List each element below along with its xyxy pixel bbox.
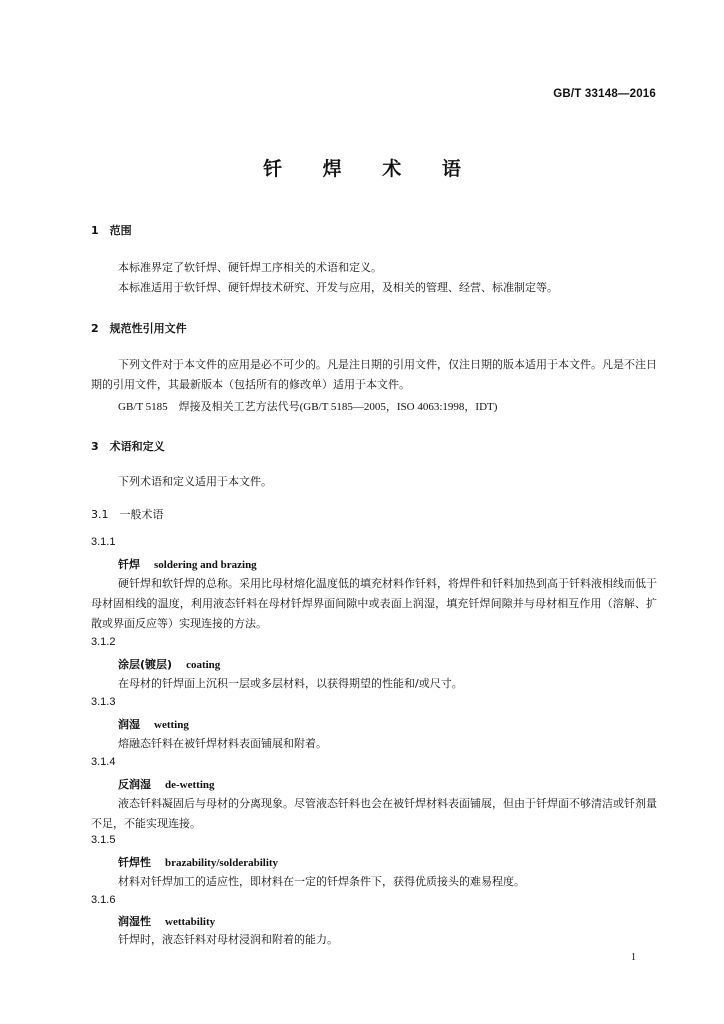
- term-en: de-wetting: [165, 779, 215, 791]
- standard-code: GB/T 33148—2016: [553, 88, 656, 100]
- term-zh: 润湿: [118, 718, 140, 731]
- terms-intro: 下列术语和定义适用于本文件。: [118, 475, 272, 488]
- term-definition: 硬钎焊和软钎焊的总称。采用比母材熔化温度低的填充材料作钎料，将焊件和钎料加热到高于钎料液相线而低于母材固相线的温度，利用液态钎料在母材钎焊界面间隙中或表面上润湿，填充钎焊间隙并与母材相互作用（溶解、扩散或界面反应等）实现连接的方法。: [91, 577, 657, 630]
- term-number: 3.1.3: [91, 696, 116, 708]
- term-heading: [118, 656, 220, 672]
- scope-paragraph-2: 本标准适用于软钎焊、硬钎焊技术研究、开发与应用，及相关的管理、经营、标准制定等。: [118, 281, 558, 294]
- document-title: 钎 焊 术 语: [263, 158, 478, 180]
- term-definition: 钎焊时，液态钎料对母材浸润和附着的能力。: [118, 933, 338, 946]
- term-zh: 钎焊: [118, 558, 140, 571]
- section-heading-scope: 1 范围: [91, 224, 132, 237]
- term-zh: 反润湿: [118, 778, 151, 791]
- page-number: 1: [631, 952, 636, 963]
- scope-paragraph-1: 本标准界定了软钎焊、硬钎焊工序相关的术语和定义。: [118, 261, 382, 274]
- term-number: 3.1.5: [91, 834, 116, 846]
- term-definition: 液态钎料凝固后与母材的分离现象。尽管液态钎料也会在被钎焊材料表面铺展，但由于钎焊面不够清洁或钎剂量不足，不能实现连接。: [91, 797, 657, 830]
- term-heading: [118, 913, 215, 929]
- term-zh: 钎焊性: [118, 856, 151, 869]
- term-heading: [118, 854, 278, 870]
- normative-paragraph: 下列文件对于本文件的应用是必不可少的。凡是注日期的引用文件，仅注日期的版本适用于本文件。凡是不注日期的引用文件，其最新版本（包括所有的修改单）适用于本文件。: [91, 358, 657, 391]
- subsection-heading-general: 3.1 一般术语: [91, 508, 164, 521]
- term-number: 3.1.6: [91, 894, 116, 906]
- section-heading-normative: 2 规范性引用文件: [91, 322, 187, 335]
- term-definition: 熔融态钎料在被钎焊材料表面铺展和附着。: [118, 737, 327, 750]
- term-en: coating: [186, 659, 221, 671]
- term-en: brazability/solderability: [165, 857, 279, 869]
- term-en: wettability: [165, 916, 216, 928]
- section-heading-terms: 3 术语和定义: [91, 440, 165, 453]
- term-definition: 在母材的钎焊面上沉积一层或多层材料，以获得期望的性能和/或尺寸。: [118, 677, 463, 690]
- term-number: 3.1.4: [91, 756, 116, 768]
- term-definition: 材料对钎焊加工的适应性，即材料在一定的钎焊条件下，获得优质接头的难易程度。: [118, 875, 525, 888]
- normative-reference: GB/T 5185 焊接及相关工艺方法代号(GB/T 5185—2005，ISO 4063:1998，IDT): [118, 401, 498, 413]
- term-number: 3.1.2: [91, 636, 116, 648]
- term-en: wetting: [154, 719, 189, 731]
- term-heading: [118, 556, 257, 572]
- term-zh: 润湿性: [118, 915, 151, 928]
- term-heading: [118, 716, 189, 732]
- term-heading: [118, 776, 215, 792]
- term-number: 3.1.1: [91, 536, 116, 548]
- term-zh: 涂层(镀层): [118, 658, 173, 671]
- term-en: soldering and brazing: [154, 559, 257, 571]
